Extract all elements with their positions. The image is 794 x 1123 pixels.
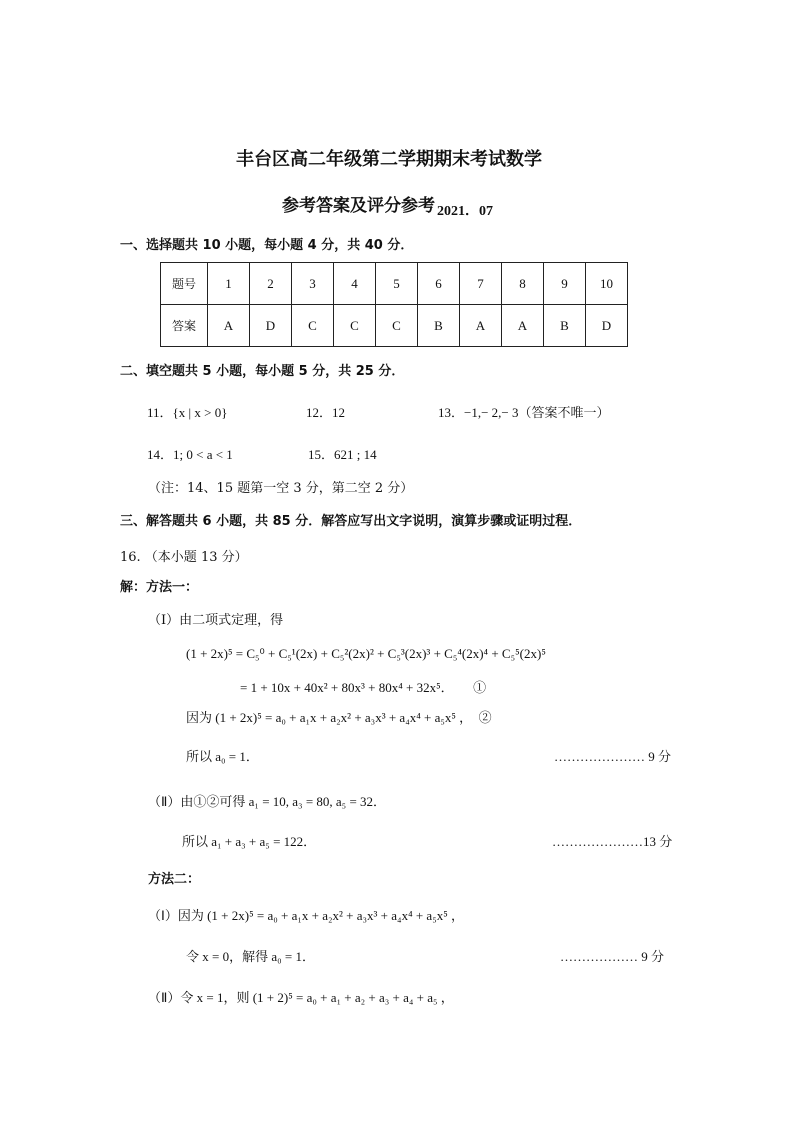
table-cell: 1 (208, 263, 250, 305)
table-cell: C (376, 305, 418, 347)
table-header-cell: 题号 (161, 263, 208, 305)
m1-because: 因为 (1 + 2x)⁵ = a₀ + a₁x + a₂x² + a₃x³ + a₄x⁴ + a₅x⁵ ， ② (186, 710, 492, 725)
table-cell: C (292, 305, 334, 347)
m1-score-13: …………………13 分 (552, 834, 673, 849)
table-cell: C (334, 305, 376, 347)
table-cell: 10 (586, 263, 628, 305)
page-title: 丰台区高二年级第二学期期末考试数学 (236, 149, 542, 170)
table-cell: 7 (460, 263, 502, 305)
section2-heading: 二、填空题共 5 小题，每小题 5 分，共 25 分． (120, 364, 405, 379)
table-cell: 4 (334, 263, 376, 305)
m1-part2: （Ⅱ）由①②可得 a₁ = 10, a₃ = 80, a₅ = 32． (148, 794, 387, 809)
m1-expansion: (1 + 2x)⁵ = C₅⁰ + C₅¹(2x) + C₅²(2x)² + C₅³(2x)³ + C₅⁴(2x)⁴ + C₅⁵(2x)⁵ (186, 646, 546, 661)
method2-label: 方法二： (148, 872, 201, 887)
m1-score-9: ………………… 9 分 (554, 749, 672, 764)
table-cell: B (418, 305, 460, 347)
table-cell: D (250, 305, 292, 347)
fill-in-note: （注：14、15 题第一空 3 分，第二空 2 分） (148, 481, 414, 496)
table-row-answers (161, 305, 628, 347)
answer-15: 15．621 ; 14 (308, 447, 377, 462)
m1-result: = 1 + 10x + 40x² + 80x³ + 80x⁴ + 32x⁵． ① (240, 680, 487, 695)
table-cell: B (544, 305, 586, 347)
page-subtitle (282, 191, 493, 219)
m1-so-sum: 所以 a₁ + a₃ + a₅ = 122． (182, 834, 317, 849)
table-header-cell: 答案 (161, 305, 208, 347)
table-cell: A (208, 305, 250, 347)
exam-date: 2021．07 (437, 204, 493, 219)
solution-method1-label: 解：方法一： (120, 580, 199, 595)
table-cell: A (502, 305, 544, 347)
m2-score-9: ……………… 9 分 (560, 949, 665, 964)
table-cell: 8 (502, 263, 544, 305)
subtitle-text: 参考答案及评分参考 (282, 196, 435, 216)
answer-table (160, 262, 628, 347)
table-cell: A (460, 305, 502, 347)
answer-12: 12．12 (306, 405, 346, 420)
answer-14: 14．1; 0 < a < 1 (147, 447, 233, 462)
m2-part1: （Ⅰ）因为 (1 + 2x)⁵ = a₀ + a₁x + a₂x² + a₃x³ + a₄x⁴ + a₅x⁵ ， (148, 908, 465, 923)
m2-let-zero: 令 x = 0，解得 a₀ = 1． (186, 949, 315, 964)
table-cell: D (586, 305, 628, 347)
m2-part2: （Ⅱ）令 x = 1，则 (1 + 2)⁵ = a₀ + a₁ + a₂ + a₃ + a₄ + a₅ ， (148, 990, 454, 1005)
question-16-title: 16. （本小题 13 分） (120, 550, 248, 565)
table-cell: 3 (292, 263, 334, 305)
m1-part1-intro: （Ⅰ）由二项式定理，得 (148, 613, 284, 628)
table-cell: 5 (376, 263, 418, 305)
table-cell: 2 (250, 263, 292, 305)
section3-heading: 三、解答题共 6 小题，共 85 分．解答应写出文字说明，演算步骤或证明过程． (120, 514, 582, 529)
m1-so-a0: 所以 a₀ = 1． (186, 749, 259, 764)
table-row-numbers (161, 263, 628, 305)
section1-heading: 一、选择题共 10 小题，每小题 4 分，共 40 分． (120, 238, 414, 253)
answer-13: 13．−1,− 2,− 3（答案不唯一） (438, 405, 610, 420)
table-cell: 9 (544, 263, 586, 305)
table-cell: 6 (418, 263, 460, 305)
answer-11: 11．{x | x > 0} (147, 405, 228, 420)
